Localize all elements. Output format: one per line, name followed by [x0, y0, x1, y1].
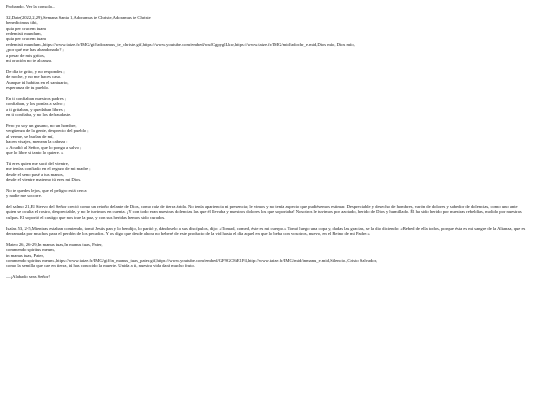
- text-line: ¿por qué me has abandonado? ;: [6, 47, 64, 53]
- text-line: desde el vientre materno tú eres mi Dios.: [6, 176, 82, 182]
- text-line: —¡Alabado seas Señor!: [6, 274, 50, 280]
- text-line: redemisti mundum,: [6, 31, 42, 37]
- closing-acclamation: [6, 274, 534, 279]
- text-line: Mateo 26, 26-29,In manus tuas,In manus tuas, Pater,: [6, 241, 103, 247]
- text-line: redemisti mundum.,https://www.taize.fr/IMG/gif/adoramus_te_christe.gif,https://www.youtube.com/embed/wufCgpyglLkw,https://www.taize.fr/IMG/mid/adochr_e.mid,Dios mío, Dios mío,: [6, 41, 355, 47]
- console-message: [6, 4, 534, 9]
- psalm-stanza: [6, 123, 534, 155]
- text-line: me tenías confiado en el regazo de mi madre ;: [6, 166, 91, 172]
- text-line: mi oración no te alcanza.: [6, 58, 53, 64]
- text-line: a ti gritaban, y quedaban libres ;: [6, 106, 66, 112]
- text-line: quia per crucem tuam: [6, 36, 46, 42]
- reading-isaiah: del salmo 21,El Siervo del Señor creció como un retoño delante de Dios, como raíz de tierra árida. No tenía apariencia ni presencia; le vimos y no tenía aspecto que pudiésemos estimar. Despreciable y desecho de hombres, varón de dolores y sabedor de dolencias, como uno ante quien se oculta el rostro, despreciable, y no le tuvimos en cuenta. ¡Y con todo eran nuestras dolencias las que él llevaba y nuestros dolores los que soportaba! Nosotros le tuvimos por azotado, herido de Dios y humillado. Él ha sido herido por nuestras rebeldías, molido por nuestras culpas. El soportó el castigo que nos trae la paz, y con sus heridas hemos sido curados.: [6, 203, 522, 220]
- text-line: y nadie me socorre.: [6, 193, 42, 199]
- text-line: Probando. Ver la consola...: [6, 4, 56, 9]
- text-line: confiaban, y los ponías a salvo ;: [6, 101, 65, 107]
- text-line: commendo spiritus meum,: [6, 247, 55, 253]
- text-line: esperanza de tu pueblo.: [6, 85, 50, 91]
- text-line: vergüenza de la gente, desprecio del pueblo ;: [6, 128, 89, 134]
- text-line: 32,Date(2022,2,29),Semana Santa 1,Adoramus te Christe,Adoramus te Christe: [6, 14, 151, 20]
- text-line: a pesar de mis gritos,: [6, 52, 45, 58]
- hymn-adoramus: [6, 20, 534, 63]
- psalm-stanza: [6, 161, 534, 183]
- psalm-stanza: [6, 188, 534, 199]
- text-line: No te quedes lejos, que el peligro está cerca: [6, 187, 87, 193]
- hymn-in-manus: [6, 242, 534, 269]
- text-line: que lo libre si tanto lo quiere. »: [6, 149, 64, 155]
- psalm-stanza: [6, 96, 534, 118]
- text-line: in manus tuas, Pater,: [6, 252, 44, 258]
- text-line: al verme, se burlan de mí,: [6, 133, 54, 139]
- text-line: Pero yo soy un gusano, no un hombre,: [6, 122, 77, 128]
- text-line: quia per crucem tuam: [6, 25, 46, 31]
- psalm-stanza: [6, 69, 534, 91]
- text-line: de noche, y no me haces caso.: [6, 74, 62, 80]
- text-line: commendo spiritus meum.,https://www.taize.fr/IMG/gif/in_manus_tuas_pater.gif,https://www.youtube.com/embed/GF9GC8tE1P4,http://www.taize.fr/IMG/mid/inmanu_e.mid,Silencio.,Cristo Salvador,: [6, 257, 378, 263]
- text-line: hacen visajes, menean la cabeza :: [6, 139, 68, 145]
- text-line: en ti confiaba, y no los defraudaste.: [6, 112, 72, 118]
- reading-matthew: Isaías 53, 2-5,Mientras estaban comiendo, tomó Jesús pan y lo bendijo, lo partió y, dándoselo a sus discípulos, dijo: «Tomad, comed, éste es mi cuerpo.» Tomó luego una copa y, dadas las gracias, se la dio diciendo: «Bebed de ella todos, porque ésta es mi sangre de la Alianza, que es derramada por muchos para el perdón de los pecados. Y os digo que desde ahora no beberé de este producto de la vid hasta el día aquel en que lo beba con vosotros, nuevo, en el Reino de mi Padre.»: [6, 225, 526, 236]
- text-line: De día te grito, y no respondes ;: [6, 68, 65, 74]
- text-line: Tú eres quien me sacó del vientre,: [6, 160, 69, 166]
- text-line: Aunque tú habitas en el santuario,: [6, 79, 69, 85]
- text-line: benedicimus tibi,: [6, 20, 38, 26]
- text-line: En ti confiaban nuestros padres ;: [6, 95, 67, 101]
- text-line: desde el seno pasé a tus manos,: [6, 171, 64, 177]
- text-line: « Acudió al Señor, que lo ponga a salvo ;: [6, 144, 82, 150]
- text-line: como la semilla que cae en tierra, tú has conocido la muerte. Unida a ti, nuestra vida dará mucho fruto.: [6, 263, 195, 269]
